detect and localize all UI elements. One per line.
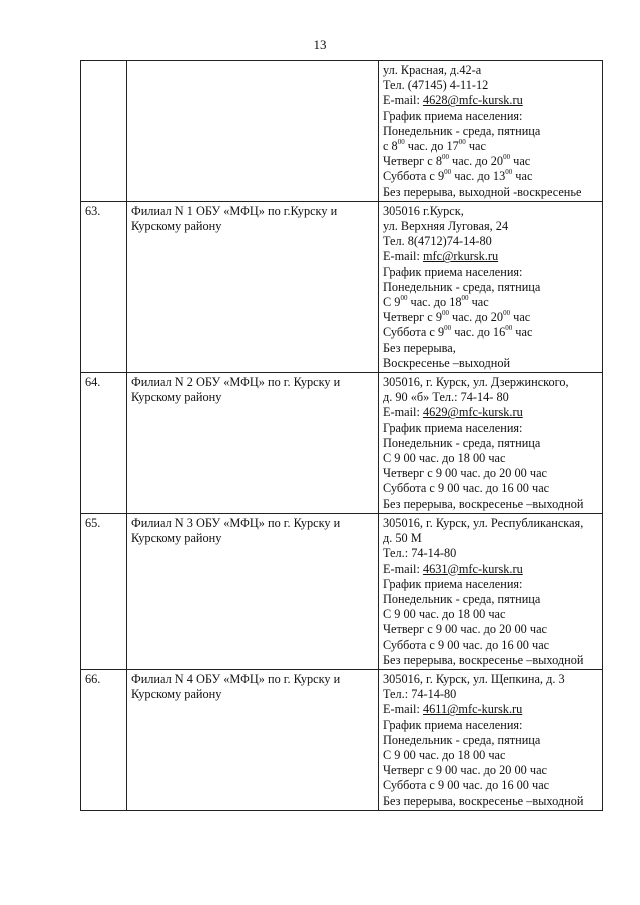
branches-table	[80, 60, 603, 811]
info-line: График приема населения:	[383, 420, 523, 435]
email-link[interactable]: mfc@rkursk.ru	[422, 249, 499, 264]
schedule-minutes: 00	[503, 153, 511, 162]
schedule-text: час	[465, 139, 486, 154]
email-prefix: E-mail:	[383, 249, 423, 264]
info-line: Воскресенье –выходной	[383, 355, 511, 370]
branch-name: Филиал N 4 ОБУ «МФЦ» по г. Курску и Курскому району	[131, 671, 341, 702]
schedule-minutes: 00	[441, 153, 449, 162]
info-line: Четверг с 9 00 час. до 20 00 час	[383, 763, 547, 778]
branch-info-cell	[379, 201, 603, 372]
info-line: Суббота с 9 00 час. до 16 00 час	[383, 481, 550, 496]
info-line: Без перерыва, воскресенье –выходной	[383, 793, 584, 808]
info-line: Без перерыва, выходной -воскресенье	[383, 184, 582, 199]
info-line: ул. Верхняя Луговая, 24	[383, 219, 509, 234]
schedule-line	[383, 325, 599, 340]
info-line: График приема населения:	[383, 108, 523, 123]
schedule-text: час. до 16	[451, 325, 506, 340]
branch-info-cell	[379, 61, 603, 202]
info-line: 305016, г. Курск, ул. Дзержинского,	[383, 375, 569, 390]
schedule-text: час. до 20	[448, 310, 504, 325]
schedule-text: Суббота с 9	[383, 325, 445, 340]
info-line: Понедельник - среда, пятница	[383, 279, 541, 294]
schedule-text: час	[512, 325, 533, 340]
schedule-minutes: 00	[400, 293, 408, 302]
schedule-text: Четверг с 8	[383, 154, 442, 169]
schedule-minutes: 00	[444, 324, 452, 333]
info-line: Без перерыва, воскресенье –выходной	[383, 652, 584, 667]
table-row	[81, 201, 603, 372]
email-prefix: E-mail:	[383, 93, 423, 108]
schedule-minutes: 00	[458, 137, 466, 146]
schedule-line	[383, 154, 599, 169]
branch-info-cell	[379, 669, 603, 810]
schedule-text: Четверг с 9	[383, 310, 442, 325]
table-row	[81, 373, 603, 514]
branch-info-cell	[379, 373, 603, 514]
info-line: С 9 00 час. до 18 00 час	[383, 451, 506, 466]
row-number: 65.	[81, 513, 127, 669]
branch-name-cell	[127, 669, 379, 810]
schedule-minutes: 00	[397, 137, 405, 146]
email-prefix: E-mail:	[383, 405, 423, 420]
info-line: Понедельник - среда, пятница	[383, 123, 541, 138]
email-link[interactable]: 4628@mfc-kursk.ru	[422, 93, 523, 108]
row-number: 64.	[81, 373, 127, 514]
branches-table-body	[81, 61, 603, 811]
info-line: Без перерыва,	[383, 340, 456, 355]
branch-name-cell	[127, 61, 379, 202]
info-line: Тел. (47145) 4-11-12	[383, 78, 489, 93]
email-line	[383, 93, 599, 108]
info-line: 305016 г.Курск,	[383, 203, 464, 218]
email-line	[383, 405, 599, 420]
row-number: 63.	[81, 201, 127, 372]
schedule-minutes: 00	[505, 324, 513, 333]
info-line: Четверг с 9 00 час. до 20 00 час	[383, 622, 547, 637]
email-line	[383, 702, 599, 717]
info-line: Понедельник - среда, пятница	[383, 591, 541, 606]
info-line: Суббота с 9 00 час. до 16 00 час	[383, 637, 550, 652]
info-line: Тел.: 74-14-80	[383, 546, 457, 561]
schedule-minutes: 00	[444, 168, 452, 177]
row-number: 66.	[81, 669, 127, 810]
branch-name: Филиал N 1 ОБУ «МФЦ» по г.Курску и Курскому району	[131, 203, 338, 234]
info-line: 305016, г. Курск, ул. Республиканская,	[383, 515, 584, 530]
schedule-text: час	[468, 295, 489, 310]
row-number	[81, 61, 127, 202]
branch-name-cell	[127, 201, 379, 372]
schedule-text: час	[510, 154, 531, 169]
page-number: 13	[313, 37, 327, 52]
info-line: д. 50 М	[383, 531, 422, 546]
schedule-text: С 9	[383, 295, 401, 310]
info-line: График приема населения:	[383, 264, 523, 279]
schedule-text: час	[512, 169, 533, 184]
schedule-line	[383, 295, 599, 310]
schedule-text: час	[510, 310, 531, 325]
schedule-text: с 8	[383, 139, 398, 154]
schedule-minutes: 00	[505, 168, 513, 177]
info-line: Тел.: 74-14-80	[383, 687, 457, 702]
info-line: Четверг с 9 00 час. до 20 00 час	[383, 466, 547, 481]
schedule-text: час. до 13	[451, 169, 506, 184]
branch-info-cell	[379, 513, 603, 669]
table-row	[81, 669, 603, 810]
email-link[interactable]: 4629@mfc-kursk.ru	[422, 405, 523, 420]
table-row	[81, 61, 603, 202]
schedule-line	[383, 310, 599, 325]
info-line: График приема населения:	[383, 576, 523, 591]
info-line: Понедельник - среда, пятница	[383, 732, 541, 747]
info-line: График приема населения:	[383, 717, 523, 732]
email-line	[383, 562, 599, 577]
info-line: С 9 00 час. до 18 00 час	[383, 607, 506, 622]
schedule-minutes: 00	[461, 293, 469, 302]
info-line: 305016, г. Курск, ул. Щепкина, д. 3	[383, 671, 565, 686]
email-link[interactable]: 4611@mfc-kursk.ru	[422, 702, 523, 717]
schedule-text: час. до 20	[448, 154, 504, 169]
table-row	[81, 513, 603, 669]
schedule-line	[383, 139, 599, 154]
info-line: ул. Красная, д.42-а	[383, 63, 482, 77]
email-prefix: E-mail:	[383, 702, 423, 717]
info-line: Понедельник - среда, пятница	[383, 435, 541, 450]
info-line: С 9 00 час. до 18 00 час	[383, 747, 506, 762]
schedule-minutes: 00	[441, 309, 449, 318]
schedule-text: час. до 17	[404, 139, 459, 154]
branch-name: Филиал N 2 ОБУ «МФЦ» по г. Курску и Курскому району	[131, 375, 341, 405]
branch-name-cell	[127, 373, 379, 514]
email-prefix: E-mail:	[383, 561, 423, 576]
info-line: Тел. 8(4712)74-14-80	[383, 234, 492, 249]
schedule-text: час. до 18	[407, 295, 462, 310]
branch-name: Филиал N 3 ОБУ «МФЦ» по г. Курску и Курскому району	[131, 515, 341, 546]
email-line	[383, 249, 599, 264]
schedule-line	[383, 169, 599, 184]
info-line: д. 90 «б» Тел.: 74-14- 80	[383, 390, 509, 405]
email-link[interactable]: 4631@mfc-kursk.ru	[422, 561, 523, 576]
info-line: Без перерыва, воскресенье –выходной	[383, 496, 584, 511]
schedule-minutes: 00	[503, 309, 511, 318]
info-line: Суббота с 9 00 час. до 16 00 час	[383, 778, 550, 793]
schedule-text: Суббота с 9	[383, 169, 445, 184]
branch-name-cell	[127, 513, 379, 669]
